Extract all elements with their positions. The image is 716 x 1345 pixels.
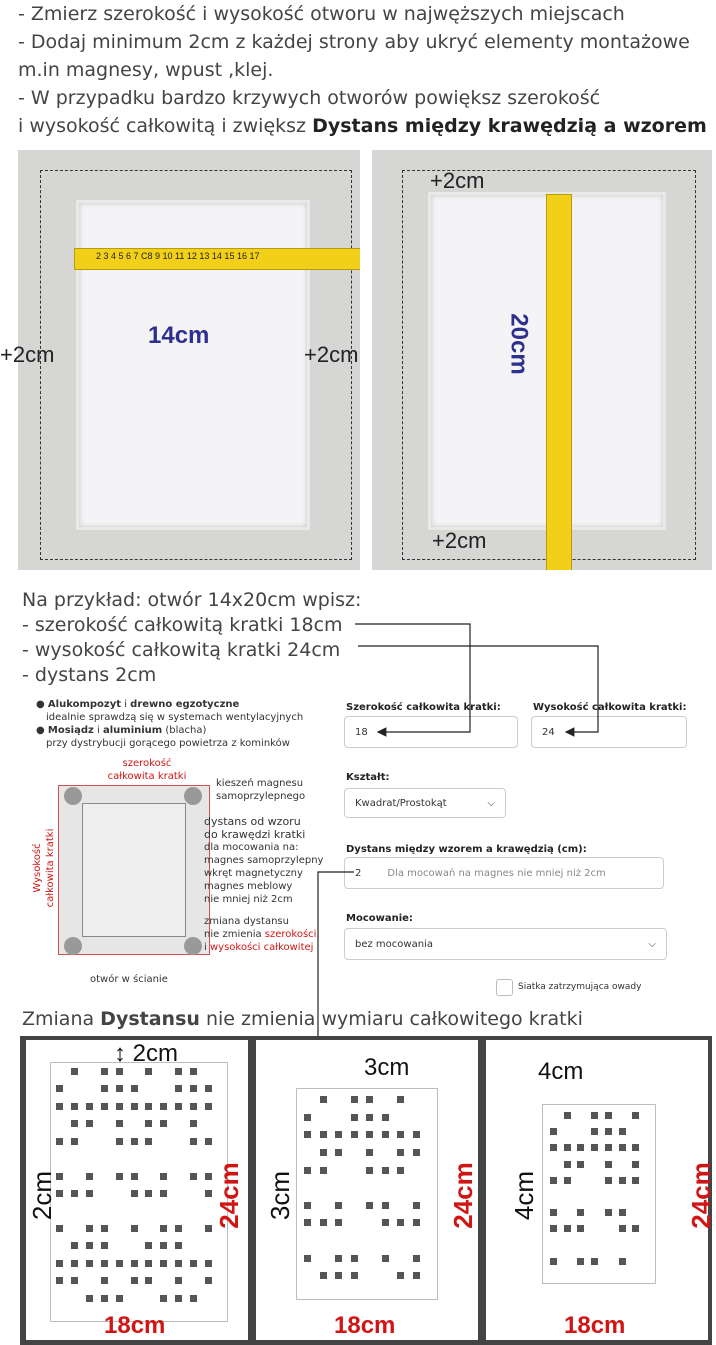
pattern-square [71, 1190, 78, 1197]
pattern-square [619, 1258, 626, 1265]
pattern-square [101, 1085, 108, 1092]
diagram-side-label: Wysokość całkowita kratki [32, 828, 56, 908]
pattern-square [205, 1260, 212, 1267]
pattern-square [397, 1131, 404, 1138]
pattern-square [86, 1190, 93, 1197]
top-distance-label: 3cm [364, 1054, 410, 1081]
pattern-square [591, 1144, 598, 1151]
pattern-square [190, 1295, 197, 1302]
bottom-margin-label: +2cm [432, 528, 487, 553]
pattern-square [320, 1167, 327, 1174]
panel-distance-4 [486, 1040, 716, 1340]
pattern-square [160, 1260, 167, 1267]
pattern-square [382, 1219, 389, 1226]
height-label: 24cm [447, 1162, 478, 1229]
pattern-square [304, 1219, 311, 1226]
pattern-square [101, 1225, 108, 1232]
width-label: 18cm [334, 1312, 396, 1339]
pattern-square [175, 1103, 182, 1110]
top-distance-label: 4cm [538, 1058, 584, 1085]
pattern-square [550, 1258, 557, 1265]
pattern-square [101, 1242, 108, 1249]
pattern-square [605, 1128, 612, 1135]
width-label: 14cm [148, 322, 210, 349]
pattern-square [131, 1103, 138, 1110]
pattern-square [86, 1242, 93, 1249]
width-field-label: Szerokość całkowita kratki: [346, 702, 501, 713]
pattern-square [145, 1260, 152, 1267]
pattern-square [335, 1202, 342, 1209]
pattern-square [564, 1161, 571, 1168]
pattern-square [145, 1103, 152, 1110]
pattern-square [190, 1103, 197, 1110]
pattern-square [304, 1202, 311, 1209]
shape-field-label: Kształt: [346, 772, 390, 783]
pattern-square [577, 1209, 584, 1216]
pattern-square [591, 1112, 598, 1119]
pattern-square [366, 1202, 373, 1209]
pattern-square [145, 1068, 152, 1075]
intro-line: - W przypadku bardzo krzywych otworów powiększ szerokość [18, 87, 601, 109]
pattern-square [605, 1177, 612, 1184]
diagram-top-label: szerokość całkowita kratki [107, 758, 187, 782]
chevron-down-icon: ⌵ [487, 797, 495, 809]
pattern-square [413, 1149, 420, 1156]
pattern-square [86, 1103, 93, 1110]
pattern-square [619, 1225, 626, 1232]
pattern-square [160, 1190, 167, 1197]
pattern-square [190, 1173, 197, 1180]
intro-line: - Zmierz szerokość i wysokość otworu w najwęższych miejscach [18, 3, 625, 25]
pattern-square [101, 1103, 108, 1110]
pattern-square [86, 1260, 93, 1267]
pattern-square [160, 1225, 167, 1232]
pattern-square [591, 1258, 598, 1265]
pattern-square [145, 1242, 152, 1249]
pattern-area [542, 1104, 656, 1284]
pattern-square [101, 1295, 108, 1302]
pattern-square [175, 1277, 182, 1284]
example-line: - szerokość całkowitą kratki 18cm [22, 614, 343, 636]
pattern-square [320, 1272, 327, 1279]
pattern-square [190, 1120, 197, 1127]
pattern-square [619, 1177, 626, 1184]
pattern-square [175, 1085, 182, 1092]
pattern-square [86, 1120, 93, 1127]
pattern-square [351, 1114, 358, 1121]
insect-net-label: Siatka zatrzymująca owady [518, 982, 642, 992]
pattern-square [304, 1131, 311, 1138]
pattern-square [397, 1149, 404, 1156]
pattern-square [86, 1225, 93, 1232]
pattern-square [86, 1173, 93, 1180]
intro-line: i wysokość całkowitą i zwiększ Dystans między krawędzią a wzorem [18, 115, 707, 137]
pattern-square [101, 1260, 108, 1267]
pattern-square [131, 1225, 138, 1232]
pattern-square [351, 1096, 358, 1103]
pattern-square [145, 1190, 152, 1197]
pattern-square [145, 1138, 152, 1145]
change-caption: Zmiana Dystansu nie zmienia wymiaru całkowitego kratki [22, 1008, 583, 1030]
intro-bold: Dystans między krawędzią a wzorem [312, 115, 707, 137]
pattern-square [190, 1260, 197, 1267]
pattern-square [605, 1144, 612, 1151]
height-label: 24cm [213, 1162, 244, 1229]
pattern-square [564, 1177, 571, 1184]
pattern-square [175, 1295, 182, 1302]
pattern-square [131, 1190, 138, 1197]
pattern-square [160, 1120, 167, 1127]
pattern-square [351, 1255, 358, 1262]
pattern-square [564, 1112, 571, 1119]
pattern-square [351, 1131, 358, 1138]
pattern-square [116, 1085, 123, 1092]
pattern-square [619, 1128, 626, 1135]
pattern-square [71, 1277, 78, 1284]
pattern-square [632, 1112, 639, 1119]
side-distance-label: 4cm [509, 1170, 540, 1221]
pattern-square [175, 1225, 182, 1232]
diagram-bottom-label: otwór w ścianie [90, 974, 168, 985]
pattern-square [71, 1138, 78, 1145]
pattern-square [131, 1085, 138, 1092]
pattern-square [71, 1068, 78, 1075]
material-info: ● Alukompozyt i drewno egzotyczne idealnie sprawdzą się w systemach wentylacyjnych ● Mosiądz i aluminium (blacha) przy dystrybucji gorącego powietrza z kominków [36, 699, 304, 749]
pattern-square [632, 1225, 639, 1232]
distance-note: dystans od wzoru do krawędzi kratki dla mocowania na: magnes samoprzylepny wkręt magnetyczny magnes meblowy nie mniej niż 2cm [204, 815, 324, 905]
pattern-square [366, 1167, 373, 1174]
pattern-square [190, 1068, 197, 1075]
pattern-square [320, 1219, 327, 1226]
pattern-square [175, 1260, 182, 1267]
pattern-square [564, 1144, 571, 1151]
intro-line: m.in magnesy, wpust ,klej. [18, 59, 274, 81]
pattern-square [591, 1128, 598, 1135]
side-distance-label: 2cm [27, 1170, 58, 1221]
pattern-square [335, 1219, 342, 1226]
shape-select[interactable]: Kwadrat/Prostokąt ⌵ [344, 788, 506, 818]
pattern-square [351, 1272, 358, 1279]
chevron-down-icon: ⌵ [648, 938, 656, 950]
example-line: - dystans 2cm [22, 664, 157, 686]
pattern-square [190, 1138, 197, 1145]
pattern-square [632, 1161, 639, 1168]
pattern-square [160, 1295, 167, 1302]
pattern-square [413, 1255, 420, 1262]
pattern-square [71, 1103, 78, 1110]
pattern-square [335, 1131, 342, 1138]
mount-select[interactable]: bez mocowania ⌵ [344, 928, 667, 960]
pattern-square [320, 1131, 327, 1138]
pattern-square [413, 1272, 420, 1279]
distance-field-label: Dystans między wzorem a krawędzią (cm): [346, 844, 587, 855]
pattern-square [160, 1173, 167, 1180]
height-label: 24cm [685, 1162, 716, 1229]
pattern-square [413, 1219, 420, 1226]
pattern-square [335, 1272, 342, 1279]
pattern-square [56, 1085, 63, 1092]
pattern-square [205, 1085, 212, 1092]
change-note: zmiana dystansu nie zmienia szerokości i wysokości całkowitej [204, 916, 317, 953]
pattern-square [577, 1161, 584, 1168]
pattern-square [131, 1277, 138, 1284]
pattern-square [205, 1138, 212, 1145]
pattern-square [205, 1190, 212, 1197]
pattern-square [382, 1131, 389, 1138]
pattern-square [304, 1114, 311, 1121]
pattern-square [71, 1242, 78, 1249]
pattern-square [320, 1096, 327, 1103]
pattern-square [86, 1295, 93, 1302]
distance-placeholder: Dla mocowań na magnes nie mniej niż 2cm [387, 867, 606, 879]
pattern-square [56, 1103, 63, 1110]
height-label: 20cm [505, 313, 533, 375]
pattern-square [71, 1120, 78, 1127]
pattern-square [131, 1173, 138, 1180]
pattern-square [304, 1167, 311, 1174]
width-label: 18cm [564, 1312, 626, 1339]
pattern-square [605, 1112, 612, 1119]
pattern-square [320, 1149, 327, 1156]
panel-distance-3 [256, 1040, 478, 1340]
pattern-square [205, 1173, 212, 1180]
pattern-square [366, 1131, 373, 1138]
pattern-square [382, 1114, 389, 1121]
panel-distance-2 [26, 1040, 248, 1340]
pattern-square [116, 1120, 123, 1127]
pattern-square [116, 1068, 123, 1075]
pattern-square [304, 1255, 311, 1262]
pattern-square [190, 1085, 197, 1092]
pattern-square [205, 1225, 212, 1232]
pattern-square [550, 1128, 557, 1135]
pattern-square [366, 1149, 373, 1156]
pattern-square [397, 1272, 404, 1279]
pattern-square [577, 1258, 584, 1265]
pattern-square [131, 1260, 138, 1267]
width-label: 18cm [104, 1312, 166, 1339]
pattern-square [382, 1167, 389, 1174]
pattern-square [56, 1138, 63, 1145]
pattern-square [397, 1167, 404, 1174]
top-distance-label: ↕ 2cm [114, 1040, 179, 1067]
pattern-square [413, 1202, 420, 1209]
intro-line: - Dodaj minimum 2cm z każdej strony aby ukryć elementy montażowe [18, 31, 690, 53]
side-distance-label: 3cm [265, 1170, 296, 1221]
pattern-square [101, 1277, 108, 1284]
height-input[interactable]: 24 [531, 716, 687, 748]
distance-input[interactable]: 2 Dla mocowań na magnes nie mniej niż 2cm [344, 857, 664, 889]
pattern-square [550, 1144, 557, 1151]
height-field-label: Wysokość całkowita kratki: [533, 702, 687, 713]
pattern-square [564, 1225, 571, 1232]
pattern-square [550, 1177, 557, 1184]
pattern-square [397, 1096, 404, 1103]
pattern-square [71, 1260, 78, 1267]
pattern-square [205, 1277, 212, 1284]
pattern-square [382, 1202, 389, 1209]
left-margin-label: +2cm [0, 342, 55, 367]
pattern-square [619, 1209, 626, 1216]
magnet-note: kieszeń magnesu samoprzylepnego [216, 778, 306, 802]
pattern-square [335, 1149, 342, 1156]
pattern-square [56, 1260, 63, 1267]
pattern-square [160, 1242, 167, 1249]
right-margin-label: +2cm [304, 342, 359, 367]
pattern-square [605, 1161, 612, 1168]
pattern-square [550, 1209, 557, 1216]
pattern-square [619, 1144, 626, 1151]
pattern-square [397, 1219, 404, 1226]
pattern-square [116, 1295, 123, 1302]
pattern-square [335, 1255, 342, 1262]
pattern-square [116, 1173, 123, 1180]
pattern-square [160, 1103, 167, 1110]
pattern-square [413, 1131, 420, 1138]
pattern-square [366, 1096, 373, 1103]
pattern-square [116, 1260, 123, 1267]
pattern-square [366, 1114, 373, 1121]
pattern-square [101, 1068, 108, 1075]
mount-field-label: Mocowanie: [346, 913, 413, 924]
pattern-square [116, 1138, 123, 1145]
pattern-square [56, 1277, 63, 1284]
pattern-square [205, 1103, 212, 1110]
pattern-square [56, 1225, 63, 1232]
pattern-square [116, 1103, 123, 1110]
pattern-square [382, 1255, 389, 1262]
pattern-square [145, 1277, 152, 1284]
tape-numbers: 2 3 4 5 6 7 C8 9 10 11 12 13 14 15 16 17 [96, 251, 260, 261]
pattern-square [131, 1138, 138, 1145]
example-title: Na przykład: otwór 14x20cm wpisz: [22, 589, 362, 611]
top-margin-label: +2cm [430, 168, 485, 193]
pattern-square [577, 1225, 584, 1232]
pattern-square [145, 1120, 152, 1127]
panels-strip [20, 1036, 716, 1345]
width-input[interactable]: 18 [344, 716, 518, 748]
example-line: - wysokość całkowitą kratki 24cm [22, 639, 341, 661]
pattern-square [632, 1144, 639, 1151]
pattern-square [175, 1068, 182, 1075]
pattern-square [175, 1242, 182, 1249]
pattern-square [632, 1177, 639, 1184]
pattern-square [550, 1225, 557, 1232]
pattern-square [605, 1209, 612, 1216]
pattern-square [577, 1144, 584, 1151]
